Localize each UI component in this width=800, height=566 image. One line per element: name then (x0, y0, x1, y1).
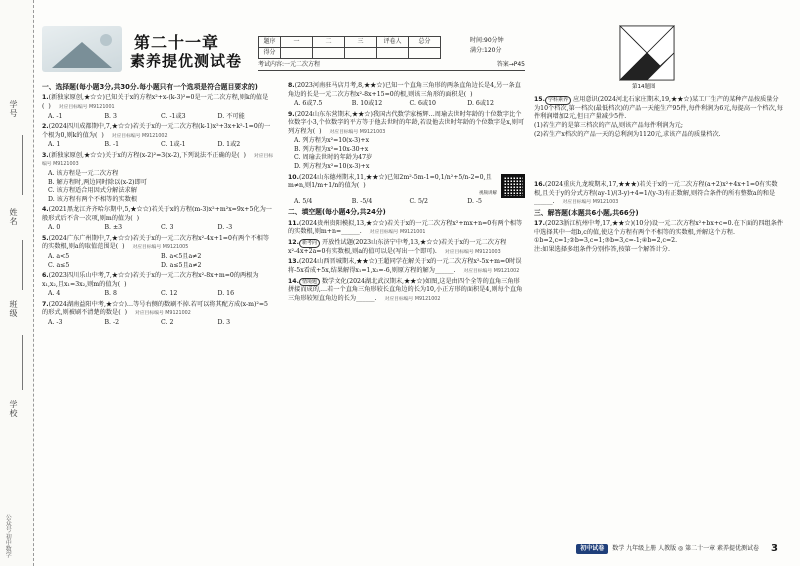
question-6: 6.(2023四川乐山中考,7,★☆☆)若关于x的一元二次方程x²-8x+m=0的两根为x₁,x₂,且x₁=3x₂,则m的值为( ) A. 4 B. 8 C. 12 D. 16 (42, 272, 274, 299)
qr-label: 视频讲解 (479, 190, 497, 196)
question-1: 1.(新独家原创,★☆☆)已知关于x的方程x²+x-(k-3)²=0是一元二次方程,则k的值是( ) 对应目标编号 M9121001 A. -1 B. 3 C. -1或3 D. 不可能 (42, 94, 274, 121)
option[interactable]: B. 8 (104, 290, 117, 298)
column-2 (288, 82, 525, 306)
option[interactable]: D. 3 (217, 318, 231, 326)
option[interactable]: C. 周瑜去世时的年龄为47岁 (294, 154, 373, 162)
column-1 (42, 82, 274, 329)
question-14: 14. 情境题 数学文化(2024湖北武汉期末,★★☆)如图,这是由四个全等的直角三角形拼接而成的,…若一个直角三角形较长直角边的长为10,小正方形的面积是4,则每个直角三角形较短直角边的长为______. 对应目标编号 M9121002 (288, 277, 523, 302)
note: 注:如果选择多组条件分别作答,按第一个解答计分. (534, 245, 670, 253)
option[interactable]: B. ±3 (104, 224, 123, 232)
option[interactable]: A. 1 (48, 141, 61, 149)
target-code: 对应目标编号 M9121001 (58, 104, 115, 110)
option[interactable]: D. 6或12 (467, 100, 494, 108)
option[interactable]: B. -1 (104, 141, 120, 149)
section-title: 二、填空题(每小题4分,共24分) (288, 208, 386, 217)
binding-margin (0, 0, 34, 566)
score-input-cell[interactable] (313, 48, 345, 59)
option[interactable]: B. 列方程为x²=10x-30+x (294, 145, 369, 153)
option[interactable]: B. a<5且a≠2 (161, 252, 202, 260)
conditions: ①b=2,c=1;②b=3,c=1;③b=3,c=-1;④b=2,c=2. (534, 237, 678, 245)
tangram-figure (618, 24, 676, 82)
sub-question: (1)若生产的是第三档次的产品,则该产品每件利润为元; (534, 121, 683, 129)
sub-question: (2)若生产x档次的产品一天的总利润为1120元,求该产品的质量档次. (534, 130, 721, 138)
score-cell: 得分 (259, 48, 281, 59)
option[interactable]: C. 3 (161, 224, 174, 232)
question-17: 17.(2023浙江杭州中考,17,★★☆)(10分)设一元二次方程x²+bx+c=0.在下面的四组条件中选择其中一组b,c的值,使这个方程有两个不相等的实数根,并解这个方程. ①b=2,c=1;②b=3,c=1;③b=3,c=-1;④b=2,c=2. 注:如果选择多组条件分别作答,按第一个解答计分. (534, 220, 784, 253)
question-3: 3.(新独家原创,★☆☆)关于x的方程(x-2)²=3(x-2),下列说法不正确的是( ) 对应目标编号 M9121003 A. 该方程是一元二次方程 B. 解方程时,两边同时除以(x-2)即可 C. 该方程适合用因式分解法求解 D. 该方程有两个不相等的实数根 (42, 151, 274, 203)
target-code: 对应目标编号 M9121002 (134, 311, 191, 317)
option[interactable]: D. a≤5且a≠2 (161, 261, 202, 269)
margin-label-class: 班级 (9, 300, 19, 318)
question-13: 13.(2024山西晋城期末,★★☆)王超同学在解关于x的一元二次方程x²-5x+m=0时误将-5x看成+5x,结果解得x₁=1,x₂=-6,则原方程的解为______. 对应目标编号 M9121002 (288, 258, 522, 274)
target-code: 对应目标编号 M9121003 (329, 129, 386, 135)
page-number: 3 (771, 543, 778, 555)
score-cell: 二 (313, 37, 345, 48)
option[interactable]: A. 该方程是一元二次方程 (48, 170, 119, 177)
chapter-title: 第二十一章 (134, 33, 220, 52)
option[interactable]: A. 4 (48, 290, 61, 298)
option[interactable]: B. 10或12 (351, 100, 383, 108)
question-4: 4.(2021黑龙江齐齐哈尔期中,5,★☆☆)若关于x的方程(m-3)x²+m²x=9x+5化为一般形式后不含一次项,则m的值为( ) A. 0 B. ±3 C. 3 D. -3 (42, 206, 274, 233)
target-code: 对应目标编号 M9121003 (562, 200, 619, 206)
scope-text: 考试内容:一元二次方程 (258, 61, 321, 68)
target-code: 对应目标编号 M9121001 (369, 230, 426, 236)
option[interactable]: A. -1 (48, 112, 63, 120)
option[interactable]: C. a≤5 (48, 261, 70, 269)
score-input-cell[interactable] (345, 48, 377, 59)
option[interactable]: A. -3 (48, 318, 63, 326)
question-10: 10.(2024山东德州期末,11,★★☆)已知2m²-5m-1=0,1/n²+5/n-2=0,且m≠n,则1/m+1/n的值为( ) 视频讲解 A. 5/4 B. -5/4 C. 5/2 D. -5 (288, 174, 525, 207)
margin-line (22, 335, 23, 390)
option[interactable]: B. 解方程时,两边同时除以(x-2)即可 (48, 178, 147, 186)
figure-caption: 第14题图 (632, 84, 656, 90)
question-15: 15. 学科素养 应用意识(2024河北石家庄期末,19,★★☆)某工厂生产的某种产品按质量分为10个档次,第一档次(最低档次)的产品一天能生产95件,每件利润为6元,每提高一个档次,每件利润增加2元,但日产量减少5件. (1)若生产的是第三档次的产品,则该产品每件利润为元; (2)若生产x档次的产品一天的总利润为1120元,求该产品的质量档次. (534, 96, 783, 138)
score-cell: 总分 (409, 37, 441, 48)
option[interactable]: C. 1或-1 (161, 141, 186, 149)
option[interactable]: D. 1或2 (217, 141, 241, 149)
option[interactable]: D. 该方程有两个不相等的实数根 (48, 195, 138, 203)
exam-title: 素养提优测试卷 (130, 52, 243, 70)
option[interactable]: D. 不可能 (217, 112, 245, 120)
option[interactable]: A. 6或7.5 (294, 100, 323, 108)
score-input-cell[interactable] (377, 48, 409, 59)
option[interactable]: D. 列方程为x²=10(x-3)+x (294, 162, 370, 170)
score-input-cell[interactable] (409, 48, 441, 59)
exam-scope (258, 61, 525, 71)
option[interactable]: B. -5/4 (351, 197, 373, 205)
option[interactable]: A. 5/4 (294, 197, 313, 205)
target-code: 对应目标编号 M9121005 (132, 245, 189, 251)
option[interactable]: D. -3 (217, 224, 233, 232)
question-5: 5.(2024广东广州期中,7,★☆☆)若关于x的一元二次方程x²-4x+1=0有两个不相等的实数根,则a的取值范围是( ) 对应目标编号 M9121005 A. a<5 B. a<5且a≠2 C. a≤5 D. a≤5且a≠2 (42, 235, 274, 270)
option[interactable]: B. -2 (104, 318, 120, 326)
option[interactable]: D. -5 (467, 197, 482, 205)
score-cell: 题序 (259, 37, 281, 48)
score-input-cell[interactable] (281, 48, 313, 59)
question-7: 7.(2024湖南益阳中考,★☆☆)…等号右侧的数刷不掉.若可以将其配方成(x-m)²=5的形式,则被刷不清楚的数是( ) 对应目标编号 M9121002 A. -3 B. -2 C. 2 D. 3 (42, 301, 274, 328)
section-title: 一、选择题(每小题3分,共30分.每小题只有一个选项是符合题目要求的) (42, 83, 258, 91)
option[interactable]: B. 3 (104, 112, 117, 120)
section-title: 三、解答题(本题共6小题,共66分) (534, 208, 639, 217)
time-limit: 时间:90分钟 (470, 37, 504, 44)
option[interactable]: C. 2 (161, 318, 174, 326)
brand-badge: 初中试卷 (576, 544, 608, 554)
option[interactable]: A. a<5 (48, 252, 70, 260)
full-score: 满分:120分 (470, 46, 502, 54)
question-tag: 新考向 (299, 239, 320, 248)
option[interactable]: C. -1或3 (161, 112, 186, 120)
question-8: 8.(2023河南驻马店月考,8,★★☆)已知一个直角三角形的两条直角边长是4,另一条直角边的长是一元二次方程x²-8x+15=0的根,则该三角形的面积是( ) A. 6或7.5 B. 10或12 C. 6或10 D. 6或12 (288, 82, 525, 109)
option[interactable]: C. 5/2 (409, 197, 428, 205)
score-cell: 一 (281, 37, 313, 48)
time-box (470, 36, 504, 55)
margin-label-school: 学校 (9, 400, 19, 418)
option[interactable]: C. 12 (161, 290, 178, 298)
question-12: 12. 新考向 开放性试题(2023山东济宁中考,13,★☆☆)若关于x的一元二次方程x²-4x+2a=0有实数根,则a的值可以是(写出一个即可). 对应目标编号 M9121003 (288, 238, 507, 255)
margin-label-name: 姓名 (9, 208, 19, 226)
question-tag: 情境题 (299, 278, 320, 287)
answer-page-ref: 答案→P45 (496, 61, 525, 68)
question-11: 11.(2024贵州贵阳模拟,13,★☆☆)若关于x的一元二次方程x²+mx+n=0有两个相等的实数根,则m+n=______. 对应目标编号 M9121001 (288, 219, 523, 236)
margin-label-student-id: 学号 (9, 100, 19, 118)
page-footer (576, 542, 778, 556)
option[interactable]: A. 列方程为x²=10(x-3)+x (294, 137, 370, 145)
option[interactable]: C. 6或10 (409, 100, 436, 108)
target-code: 对应目标编号 M9121002 (463, 268, 520, 274)
qr-code[interactable] (501, 174, 525, 198)
question-9: 9.(2024山东东营期末,★★☆)我国古代数学家杨辉…周瑜去世时年龄的十位数字比个位数字小3,个位数字的平方等于他去世时的年龄,若设他去世时年龄的个位数字是x,则可列方程为( ) 对应目标编号 M9121003 A. 列方程为x²=10(x-3)+x B. 列方程为x²=10x-30+x C. 周瑜去世时的年龄为47岁 D. 列方程为x²=10(x-3)+x (288, 110, 525, 170)
score-cell: 三 (345, 37, 377, 48)
margin-line (22, 135, 23, 195)
option[interactable]: C. 该方程适合用因式分解法求解 (48, 187, 137, 195)
target-code: 对应目标编号 M9121003 (42, 153, 274, 168)
question-tag: 学科素养 (545, 96, 571, 105)
footer-text: 数学 九年级上册 人教版 ◎ 第二十一章 素养提优测试卷 (612, 544, 760, 552)
option[interactable]: A. 0 (48, 224, 61, 232)
question-2: 2.(2024四川成都期中,7,★☆☆)若关于x的一元二次方程(k-1)x²+3x+k²-1=0的一个根为0,则k的值为( ) 对应目标编号 M9121002 A. 1 B. -1 C. 1或-1 D. 1或2 (42, 123, 274, 150)
score-cell: 评卷人 (377, 37, 409, 48)
margin-line (22, 240, 23, 290)
target-code: 对应目标编号 M9121003 (444, 249, 501, 255)
corner-watermark: 公众号·初中数学 (4, 514, 12, 558)
column-3 (534, 96, 784, 256)
option[interactable]: D. 16 (217, 290, 235, 298)
target-code: 对应目标编号 M9121002 (384, 297, 441, 302)
question-16: 16.(2024重庆九龙坡期末,17,★★★)若关于x的一元二次方程(a+2)x²+4x+1=0有实数根,且关于y的分式方程(ay-1)/(3-y)+4=1/(y-3)有正数解,则符合条件的所有整数a的和是______. 对应目标编号 M9121003 (534, 181, 778, 206)
chapter-illustration (42, 26, 122, 72)
score-table (258, 36, 441, 59)
target-code: 对应目标编号 M9121002 (111, 133, 168, 139)
